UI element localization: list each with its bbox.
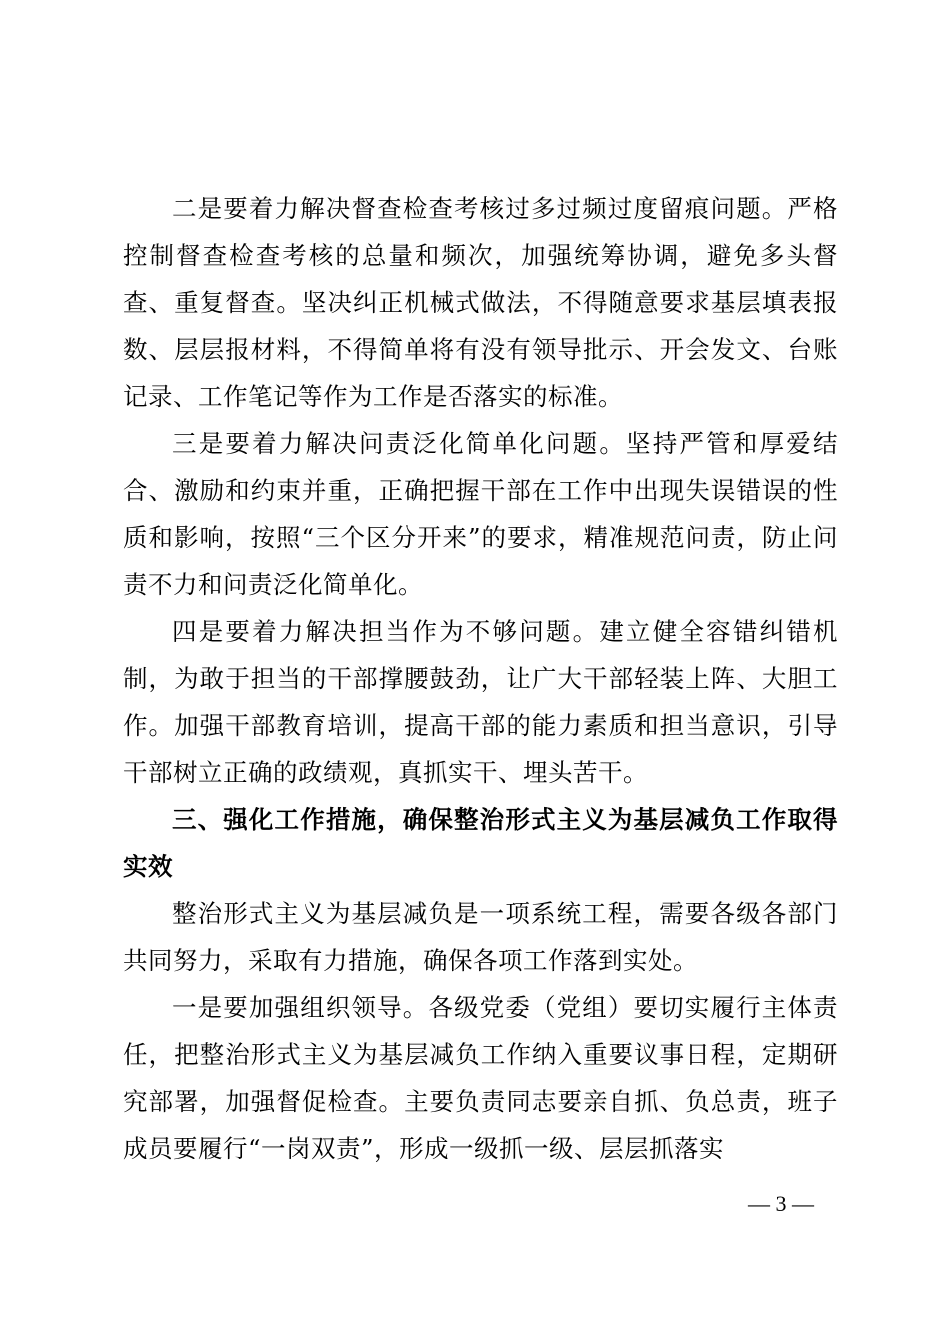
paragraph-responsibility: 四是要着力解决担当作为不够问题。建立健全容错纠错机制，为敢于担当的干部撑腰鼓劲，让广大干部轻装上阵、大胆工作。加强干部教育培训，提高干部的能力素质和担当意识，引导干部树立正确的政绩观，真抓实干、埋头苦干。	[123, 617, 838, 787]
paragraph-organization-leadership: 一是要加强组织领导。各级党委（党组）要切实履行主体责任，把整治形式主义为基层减负工作纳入重要议事日程，定期研究部署，加强督促检查。主要负责同志要亲自抓、负总责，班子成员要履行“一岗双责”，形成一级抓一级、层层抓落实	[123, 993, 838, 1163]
section-heading: 三、强化工作措施，确保整治形式主义为基层减负工作取得实效	[123, 805, 838, 881]
paragraph-accountability-generalization: 三是要着力解决问责泛化简单化问题。坚持严管和厚爱结合、激励和约束并重，正确把握干部在工作中出现失误错误的性质和影响，按照“三个区分开来”的要求，精准规范问责，防止问责不力和问责泛化简单化。	[123, 429, 838, 599]
paragraph-system-project: 整治形式主义为基层减负是一项系统工程，需要各级各部门共同努力，采取有力措施，确保各项工作落到实处。	[123, 899, 838, 975]
paragraph-accountability-inspection: 二是要着力解决督查检查考核过多过频过度留痕问题。严格控制督查检查考核的总量和频次，加强统筹协调，避免多头督查、重复督查。坚决纠正机械式做法，不得随意要求基层填表报数、层层报材料，不得简单将有没有领导批示、开会发文、台账记录、工作笔记等作为工作是否落实的标准。	[123, 194, 838, 411]
page-number: — 3 —	[748, 1191, 814, 1216]
document-body	[123, 185, 838, 1172]
